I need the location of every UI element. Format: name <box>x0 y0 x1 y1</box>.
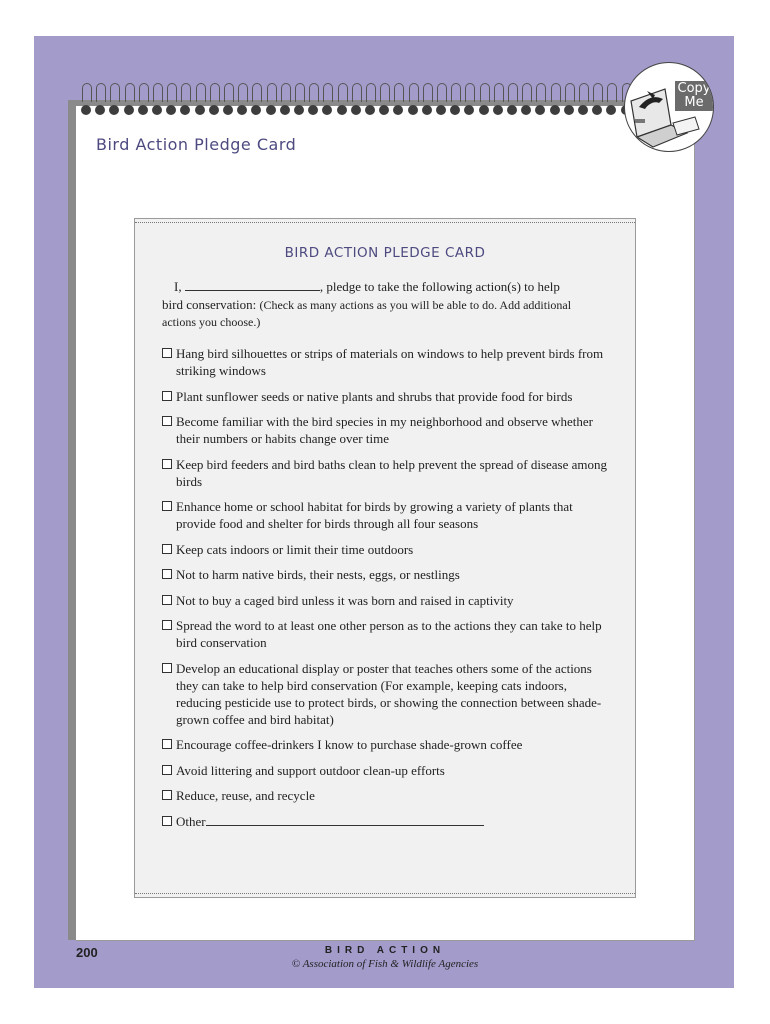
spiral-ring <box>437 83 447 102</box>
action-item-other[interactable] <box>162 813 612 830</box>
checkbox[interactable] <box>162 348 172 358</box>
action-label: Keep bird feeders and bird baths clean to help prevent the spread of disease among birds <box>176 456 608 489</box>
action-item[interactable] <box>162 498 612 532</box>
series-title: BIRD ACTION <box>324 945 446 956</box>
intro-note-a: (Check as many actions as you will be able to do. Add additional <box>259 297 572 312</box>
spiral-ring <box>252 83 262 102</box>
binding-hole <box>564 105 574 115</box>
page-title: Bird Action Pledge Card <box>96 135 297 154</box>
binding-hole <box>408 105 418 115</box>
page-number: 200 <box>76 945 98 960</box>
spiral-ring <box>423 83 433 102</box>
action-item[interactable] <box>162 566 612 583</box>
action-label: Hang bird silhouettes or strips of materials on windows to help prevent birds from striking windows <box>176 346 604 378</box>
binding-hole <box>606 105 616 115</box>
copy-me-label: Copy Me <box>675 81 713 111</box>
binding-hole <box>592 105 602 115</box>
binding-hole <box>280 105 290 115</box>
spiral-ring <box>153 83 163 102</box>
spiral-ring <box>480 83 490 102</box>
binding-hole <box>166 105 176 115</box>
spiral-ring <box>167 83 177 102</box>
spiral-ring <box>380 83 390 102</box>
intro-prefix: I, <box>174 279 182 294</box>
binding-hole <box>393 105 403 115</box>
binding-hole <box>180 105 190 115</box>
checkbox[interactable] <box>162 459 172 469</box>
binding-hole <box>535 105 545 115</box>
spiral-ring <box>536 83 546 102</box>
spiral-ring <box>139 83 149 102</box>
spiral-ring <box>366 83 376 102</box>
action-item[interactable] <box>162 660 612 728</box>
spiral-ring <box>593 83 603 102</box>
checkbox[interactable] <box>162 816 172 826</box>
spiral-ring <box>210 83 220 102</box>
binding-hole <box>223 105 233 115</box>
spiral-ring <box>494 83 504 102</box>
binding-hole <box>507 105 517 115</box>
binding-hole <box>152 105 162 115</box>
action-item[interactable] <box>162 388 612 405</box>
spiral-binding <box>76 83 636 119</box>
binding-hole <box>294 105 304 115</box>
action-label: Avoid littering and support outdoor clean-up efforts <box>176 762 445 778</box>
action-item[interactable] <box>162 413 612 447</box>
action-list <box>162 345 612 838</box>
binding-hole <box>379 105 389 115</box>
spiral-ring <box>607 83 617 102</box>
binding-hole <box>479 105 489 115</box>
binding-hole <box>422 105 432 115</box>
binding-hole <box>266 105 276 115</box>
action-label: Keep cats indoors or limit their time outdoors <box>176 541 414 557</box>
checkbox[interactable] <box>162 663 172 673</box>
spiral-ring <box>295 83 305 102</box>
binding-hole <box>109 105 119 115</box>
spiral-ring <box>551 83 561 102</box>
bottom-dotted-border <box>135 893 635 894</box>
spiral-ring <box>309 83 319 102</box>
intro-suffix: , pledge to take the following action(s) to help <box>319 279 560 294</box>
checkbox[interactable] <box>162 501 172 511</box>
action-label: Encourage coffee-drinkers I know to purchase shade-grown coffee <box>176 737 523 752</box>
spiral-ring <box>409 83 419 102</box>
spiral-ring <box>338 83 348 102</box>
action-label: Not to buy a caged bird unless it was born and raised in captivity <box>176 592 514 608</box>
binding-hole <box>81 105 91 115</box>
checkbox[interactable] <box>162 739 172 749</box>
spiral-ring <box>508 83 518 102</box>
spiral-ring <box>196 83 206 102</box>
spiral-ring <box>451 83 461 102</box>
binding-hole <box>464 105 474 115</box>
name-blank[interactable] <box>185 279 320 291</box>
spiral-ring <box>224 83 234 102</box>
action-item[interactable] <box>162 736 612 753</box>
action-item[interactable] <box>162 787 612 804</box>
binding-hole <box>124 105 134 115</box>
binding-hole <box>450 105 460 115</box>
action-item[interactable] <box>162 541 612 558</box>
binding-hole <box>351 105 361 115</box>
spiral-ring <box>522 83 532 102</box>
binding-hole <box>138 105 148 115</box>
spiral-ring <box>352 83 362 102</box>
spiral-ring <box>565 83 575 102</box>
intro-line2: bird conservation: <box>162 296 257 312</box>
action-item[interactable] <box>162 762 612 779</box>
binding-hole <box>209 105 219 115</box>
binding-hole <box>95 105 105 115</box>
action-label: Not to harm native birds, their nests, eggs, or nestlings <box>176 567 460 582</box>
checkbox[interactable] <box>162 569 172 579</box>
action-item[interactable] <box>162 592 612 609</box>
spiral-ring <box>281 83 291 102</box>
other-blank[interactable] <box>206 814 484 826</box>
checkbox[interactable] <box>162 620 172 630</box>
spiral-ring <box>82 83 92 102</box>
binding-hole <box>322 105 332 115</box>
other-label: Other <box>176 813 206 829</box>
action-item[interactable] <box>162 345 612 379</box>
binding-hole <box>308 105 318 115</box>
checkbox[interactable] <box>162 595 172 605</box>
spiral-ring <box>96 83 106 102</box>
copy-me-badge <box>624 62 714 152</box>
action-label: Reduce, reuse, and recycle <box>176 788 315 803</box>
checkbox[interactable] <box>162 391 172 401</box>
binding-hole <box>521 105 531 115</box>
binding-hole <box>337 105 347 115</box>
action-item[interactable] <box>162 456 612 490</box>
checkbox[interactable] <box>162 765 172 775</box>
action-label: Develop an educational display or poster that teaches others some of the actions they can take to help bird conservation (For example, keeping cats indoors, reducing pesticide use to protect birds, or showing the connection between shade-grown coffee and bird habitat) <box>176 660 602 727</box>
action-label: Become familiar with the bird species in my neighborhood and observe whether their numbers or habits change over time <box>176 414 593 446</box>
copyright: © Association of Fish & Wildlife Agencies <box>291 958 479 970</box>
checkbox[interactable] <box>162 790 172 800</box>
binding-hole <box>550 105 560 115</box>
card-title: BIRD ACTION PLEDGE CARD <box>284 245 486 261</box>
spiral-ring <box>238 83 248 102</box>
action-item[interactable] <box>162 617 612 651</box>
binding-hole <box>237 105 247 115</box>
spiral-ring <box>181 83 191 102</box>
spiral-ring <box>579 83 589 102</box>
pledge-card <box>134 218 636 898</box>
spiral-ring <box>267 83 277 102</box>
top-dotted-border <box>135 222 635 223</box>
binding-hole <box>365 105 375 115</box>
checkbox[interactable] <box>162 544 172 554</box>
binding-hole <box>578 105 588 115</box>
binding-hole <box>436 105 446 115</box>
binding-hole <box>493 105 503 115</box>
spiral-ring <box>125 83 135 102</box>
checkbox[interactable] <box>162 416 172 426</box>
intro-note-b: actions you choose.) <box>162 315 261 329</box>
action-label: Enhance home or school habitat for birds by growing a variety of plants that provide food and shelter for birds through all four seasons <box>176 499 573 531</box>
spiral-ring <box>110 83 120 102</box>
binding-hole <box>195 105 205 115</box>
spiral-ring <box>394 83 404 102</box>
action-label: Spread the word to at least one other person as to the actions they can take to help bird conservation <box>176 618 602 650</box>
binding-hole <box>251 105 261 115</box>
action-label: Plant sunflower seeds or native plants and shrubs that provide food for birds <box>176 388 573 404</box>
spiral-ring <box>465 83 475 102</box>
spiral-ring <box>323 83 333 102</box>
pledge-intro <box>162 278 612 332</box>
